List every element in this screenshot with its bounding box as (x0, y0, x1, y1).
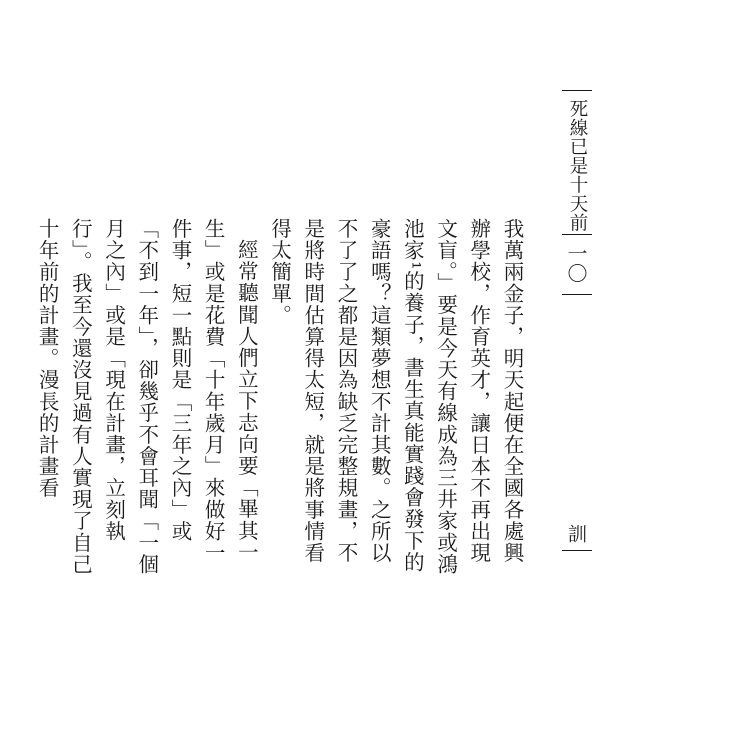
header-bottom-rule (562, 234, 592, 235)
paragraph-2: 經常聽聞人們立下志向要「畢其一生」或是花費「十年歲月」來做好一件事，短一點則是「三年之內」或「不到一年」，卻幾乎不會耳聞「一個月之內」或是「現在計畫，立刻執行」。我至今還沒見過有人實現了自己十年前的計畫。漫長的計畫看 (35, 218, 259, 575)
body-text (35, 218, 528, 578)
header-top-rule (562, 90, 592, 91)
folio-bottom-rule (562, 294, 592, 295)
chapter-title: 死線已是十天前 (567, 99, 588, 232)
running-foot: 訓 (565, 524, 587, 543)
page-number: 一〇 (564, 243, 588, 283)
paragraph-1: 我萬兩金子，明天起便在全國各處興辦學校，作育英才，讓日本不再出現文盲。」要是今天有線成為三井家或鴻池家¹的養子，書生真能實踐會發下的豪語嗎？這類夢想不計其數。之所以不了了之都是因為缺乏完整規畫，不是將時間估算得太短，就是將事情看得太簡單。 (267, 218, 524, 575)
foot-bottom-rule (562, 550, 592, 551)
